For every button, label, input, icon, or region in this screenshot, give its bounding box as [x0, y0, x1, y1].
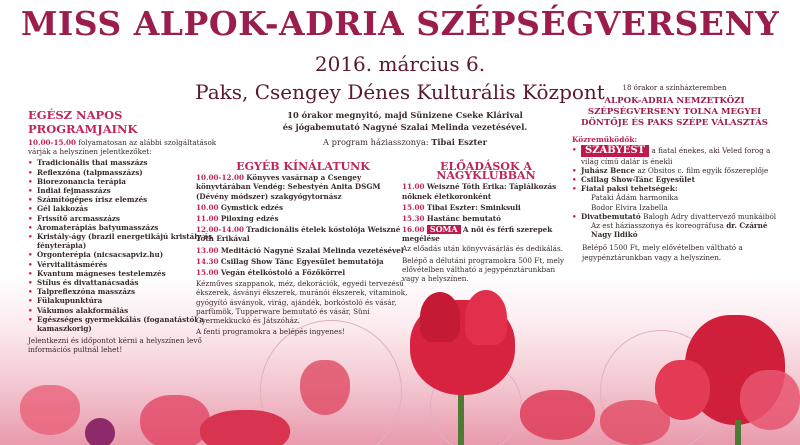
list-item: [196, 268, 410, 277]
list-item: [572, 166, 777, 175]
intro-time: 10.00-15.00: [28, 138, 76, 147]
performer-name: Divatbemutató: [581, 211, 641, 221]
entry-text: Könyves vasárnap a Csengey könyvtárában Vendég: Sebestyén Anita DSGM (Dévény módszer) szakgyógytornász: [196, 173, 381, 201]
list-item: • Vákumos alakformálás: [28, 306, 218, 315]
entry-text: Hastánc bemutató: [426, 214, 501, 224]
entry-text: Tradicionális ételek kóstolója Weiszné Tóth Erikával: [196, 225, 401, 244]
entry-text: A női és férfi szerepek megélése: [402, 225, 553, 244]
performer-member: Pataki Ádám harmonika: [591, 193, 679, 203]
entry-time: 11.00: [402, 182, 425, 192]
host-name: Tibai Eszter: [431, 137, 487, 147]
entry-time: 10.00: [196, 202, 219, 212]
event-date: 2016. március 6.: [314, 52, 486, 76]
szabyest-badge: SZABYEST: [581, 145, 649, 156]
lectures-heading: ELŐADÁSOK A NAGYKLUBBAN: [436, 160, 536, 183]
list-item: • Kristály-ágy (brazil energetikájú kristály és fényterápia): [28, 232, 218, 250]
list-item: [402, 203, 570, 212]
entry-text: Weiszné Tóth Erika: Táplálkozás nőknek életkoronként: [402, 182, 557, 201]
list-item: • Aromaterápiás batyumasszázs: [28, 223, 218, 232]
page-title: MISS ALPOK-ADRIA SZÉPSÉGVERSENY: [20, 4, 780, 43]
performer-name: Juhász Bence: [581, 165, 635, 175]
opening-line-2: és jógabemutató Nagyné Szalai Melinda vezetésével.: [282, 121, 528, 132]
all-day-heading: EGÉSZ NAPOS PROGRAMJAINK: [28, 108, 138, 136]
entry-time: 14.30: [196, 256, 219, 266]
entry-text: Gymstick edzés: [220, 202, 283, 212]
host-line: [250, 137, 560, 149]
performer-text: az Obsitos c. film egyik főszereplője: [637, 165, 769, 175]
soma-note: Az előadás után könyvvásárlás és dedikálás.: [402, 243, 563, 253]
entry-time: 15.00: [196, 268, 219, 278]
entry-time: 12.00-14.00: [196, 225, 244, 235]
lectures: [402, 162, 570, 283]
list-item: • Reflexzóna (talpmasszázs): [28, 168, 218, 177]
list-item: [196, 173, 410, 201]
pageant-title: ALPOK-ADRIA NEMZETKÖZI SZÉPSÉGVERSENY TOLNA MEGYEI DÖNTŐJE ÉS PAKS SZÉPE VÁLASZTÁS: [581, 96, 768, 129]
szabyest-text: a fiatal énekes, aki Veled forog a világ című dalár is énekli: [581, 146, 771, 166]
list-item: • Orgonterépia (nicsacsapviz.hu): [28, 250, 218, 259]
list-item: [402, 214, 570, 223]
event-venue: Paks, Csengey Dénes Kulturális Központ: [195, 80, 605, 104]
opening-info: [250, 110, 560, 149]
list-item: • Stílus és divattanácsadás: [28, 278, 218, 287]
list-item: [572, 184, 777, 212]
hostess-label: Az est háziasszonya és koreográfusa: [591, 221, 724, 231]
entry-text: Vegán ételkóstoló a Főzőkörrel: [220, 268, 346, 278]
soma-badge: SOMA: [427, 225, 461, 234]
market-description: Kézműves szappanok, méz, dekorációk, egyedi tervezésű ékszerek, ásványi ékszerek, muránói ékszerek, vitaminok, gyógyító ásványok, virág, ajándék, borkóstoló és vásár, parfümök, Tupperware bemutató és vásár, Süni Gyermekkuckó és Játszóház.: [196, 279, 408, 326]
list-item: • Biorezonancia terápia: [28, 177, 218, 186]
intro-text: folyamatosan az alábbi szolgáltatások várják a helyszínen jelentkezőket:: [28, 138, 217, 157]
offers-heading: EGYÉB KÍNÁLATUNK: [236, 160, 370, 173]
list-item: • Talpreflexzóna masszázs: [28, 287, 218, 296]
free-entry-note: A fenti programokra a belépés ingyenes!: [196, 327, 345, 337]
entry-time: 15.30: [402, 214, 425, 224]
list-item: [572, 175, 777, 184]
list-item: [572, 145, 777, 165]
entry-time: 16.00: [402, 225, 425, 235]
flower-logo-icon: [85, 418, 115, 445]
all-day-programs: [28, 108, 218, 355]
performer-member: Bodor Elvira Izabella: [591, 202, 668, 212]
list-item: • Vérvitalitásmérés: [28, 260, 218, 269]
evening-event: [572, 84, 777, 262]
entry-time: 15.00: [402, 202, 425, 212]
entry-time: 11.00: [196, 214, 219, 224]
entry-text: Csillag Show Tánc Egyesület bemutatója: [220, 256, 384, 266]
service-list: [28, 158, 218, 333]
list-item: • Fülakupunktúra: [28, 296, 218, 305]
entry-text: Tibai Eszter: Sminksuli: [426, 202, 521, 212]
entry-time: 13.00: [196, 245, 219, 255]
entry-time: 10.00-12.00: [196, 173, 244, 183]
performer-list: [572, 145, 777, 239]
all-day-intro: [28, 138, 218, 156]
performer-text: Balogh Adry divattervező munkáiból: [643, 211, 777, 221]
list-item: [402, 182, 570, 200]
list-item: • Gél lakkozás: [28, 204, 218, 213]
list-item: • Indiai fejmasszázs: [28, 186, 218, 195]
entry-text: Piloxing edzés: [220, 214, 279, 224]
list-item: [572, 212, 777, 240]
signup-note: Jelentkezni és időpontot kérni a helyszínen levő információs pultnál lehet!: [28, 336, 202, 355]
hostess-note: [581, 221, 777, 239]
host-label: A program háziasszonya:: [323, 137, 429, 147]
list-item: • Számítógépes írisz elemzés: [28, 195, 218, 204]
list-item: • Frissítő arcmasszázs: [28, 214, 218, 223]
other-offers: [196, 162, 410, 336]
list-item: [196, 246, 410, 255]
evening-ticket-note: Belépő 1500 Ft, mely elővételben váltható a jegypénztárunkban vagy a helyszínen.: [582, 243, 743, 262]
list-item: • Kvantum mágneses testelemzés: [28, 269, 218, 278]
list-item: [196, 257, 410, 266]
list-item: [196, 203, 410, 212]
list-item: [196, 225, 410, 243]
opening-line-1: 10 órakor megnyitó, majd Sünizene Cseke Klárival: [287, 110, 523, 120]
performers-heading: Közreműködők:: [572, 135, 638, 145]
performer-name: Fiatal paksi tehetségek:: [581, 184, 678, 194]
lecture-ticket-note: Belépő a délutáni programokra 500 Ft, mely elővételben váltható a jegypénztárunkban vagy a helyszínen.: [402, 255, 565, 284]
entry-text: Meditáció Nagyné Szalai Melinda vezetésével: [220, 245, 404, 255]
performer-name: Csillag Show-Tánc Egyesület: [581, 175, 695, 185]
list-item: • Tradicionális thai masszázs: [28, 158, 218, 167]
evening-intro: 18 órakor a színházteremben: [622, 84, 727, 92]
soma-lecture: [402, 225, 570, 253]
list-item: • Egészséges gyermekkálás (foganatástól a kamaszkorig): [28, 315, 218, 333]
list-item: [196, 214, 410, 223]
hostess-name: dr. Czárné Nagy Ildikó: [591, 221, 768, 240]
